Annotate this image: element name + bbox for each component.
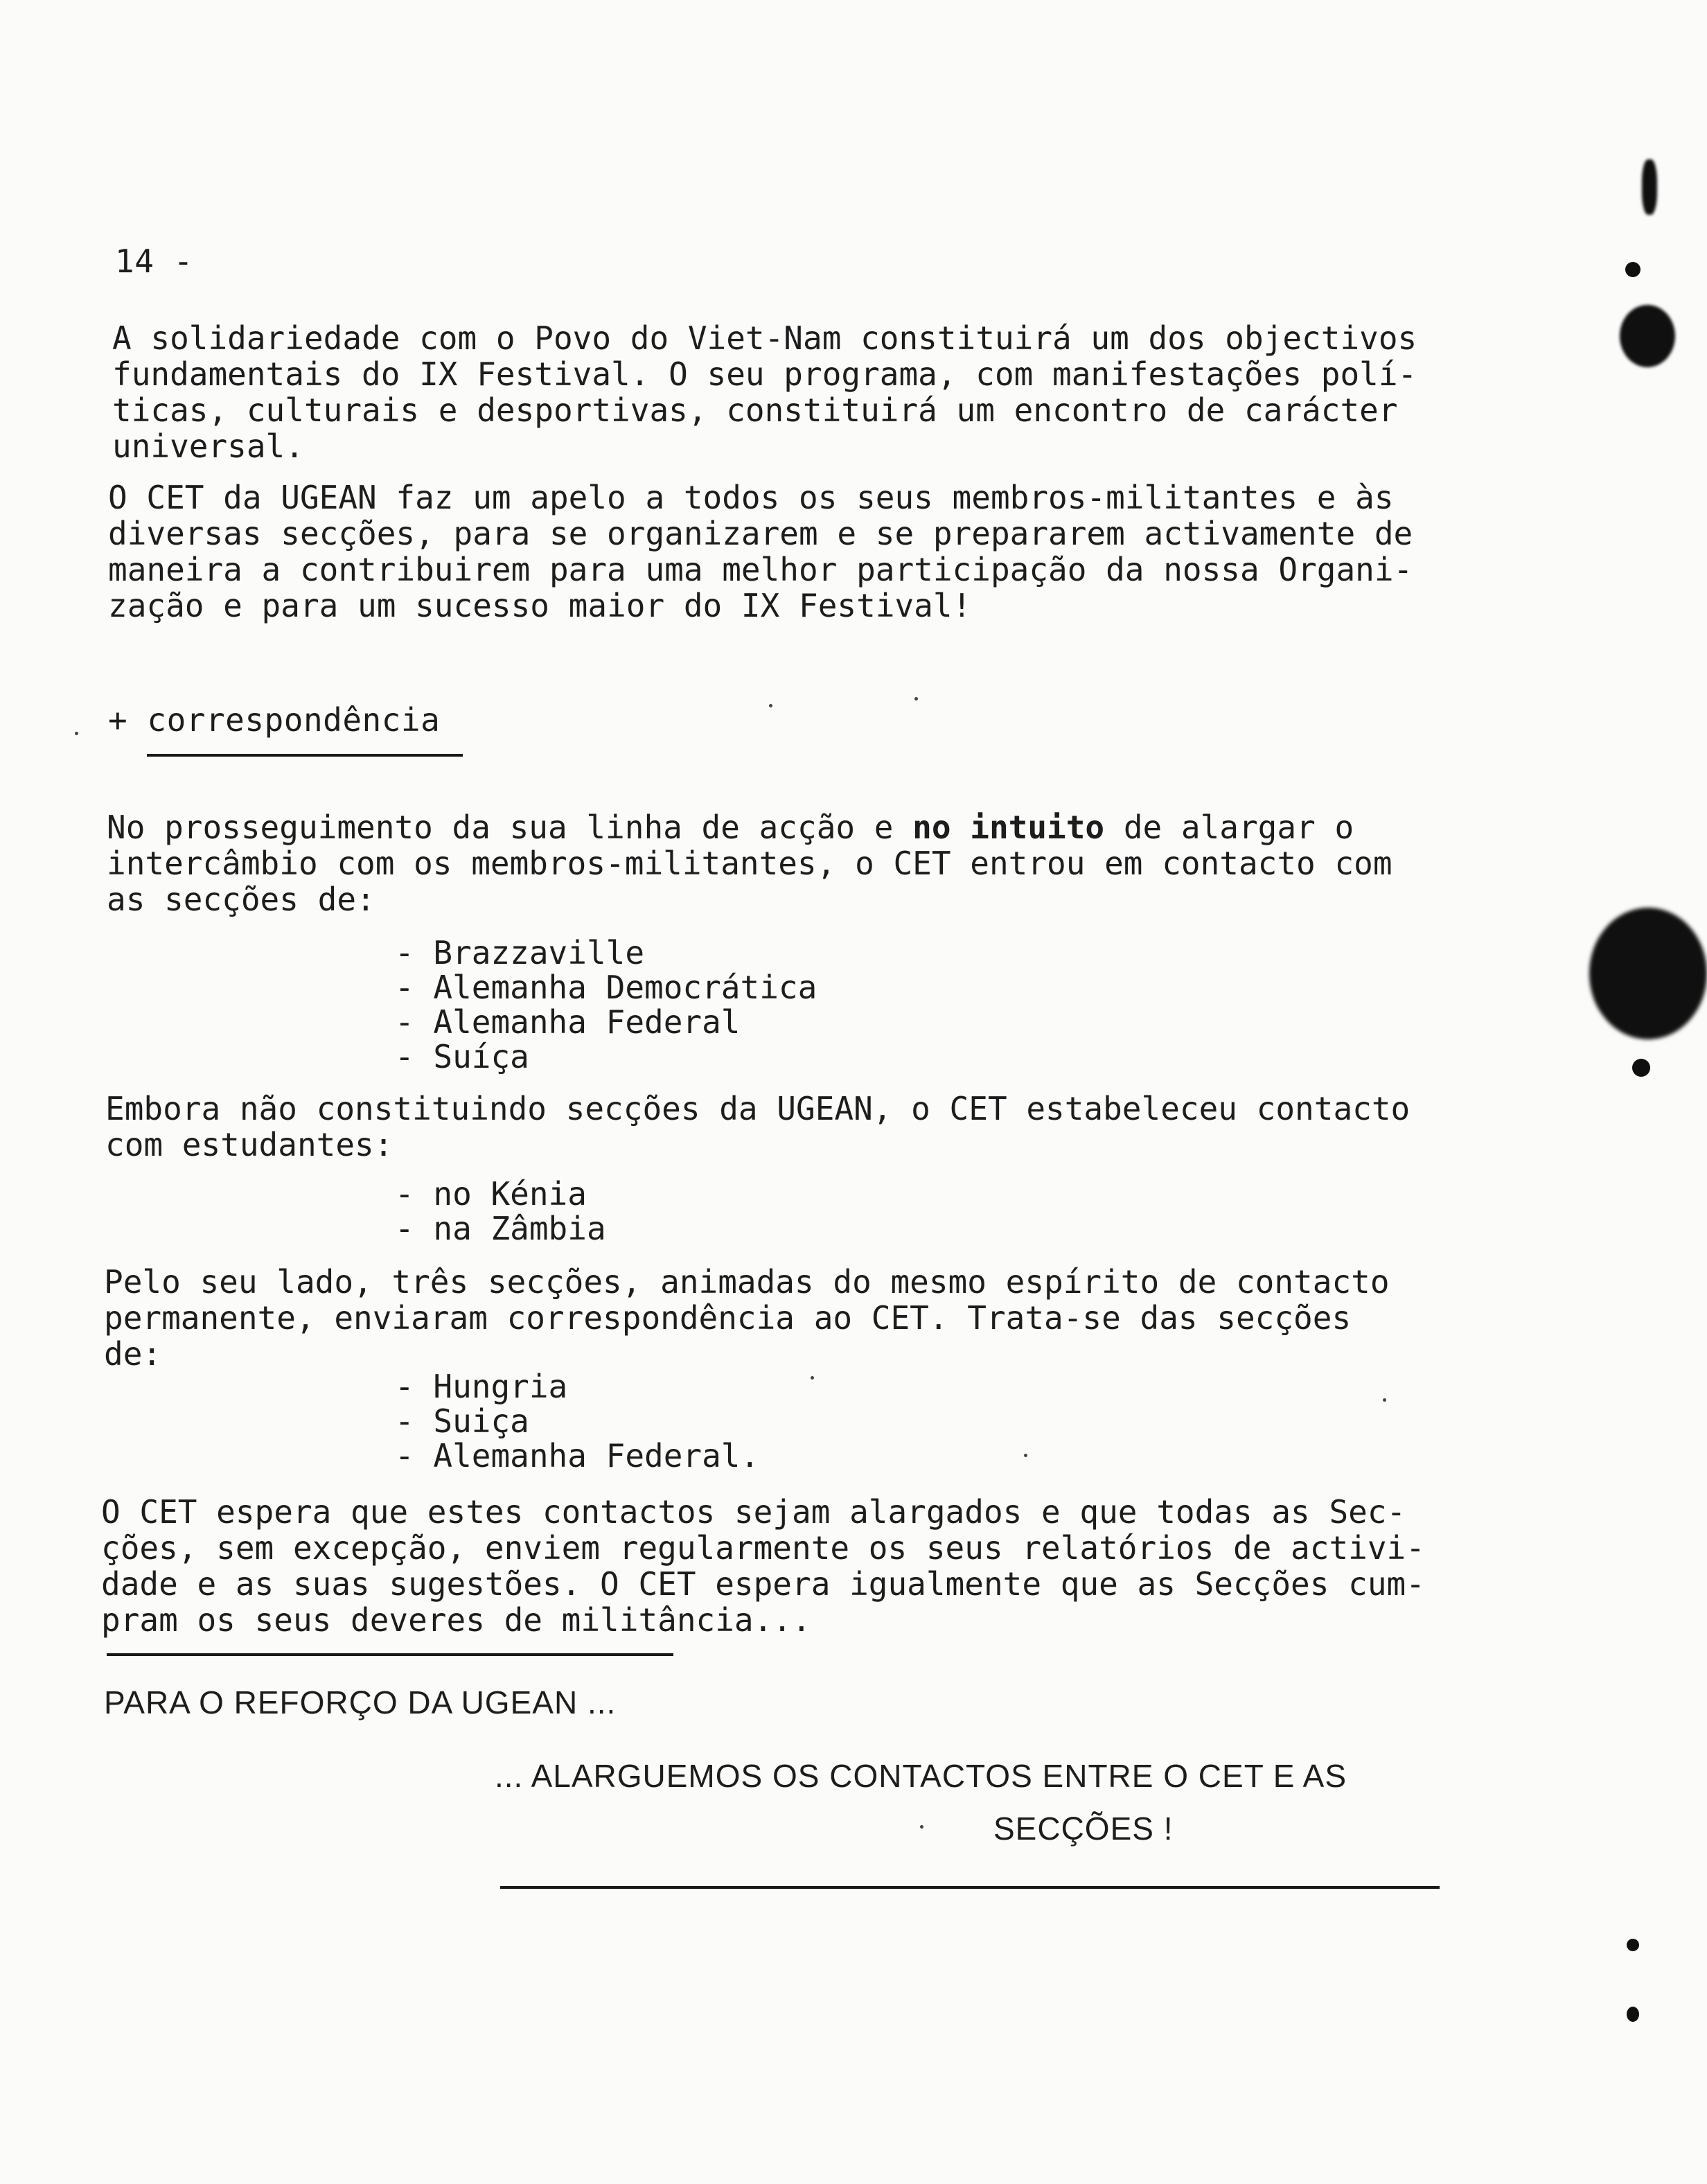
paragraph-line: dade e as suas sugestões. O CET espera igualmente que as Secções cum- <box>101 1565 1425 1603</box>
paragraph-correspondencia-recebida <box>104 1264 1531 1372</box>
paragraph-contacto-estudantes <box>105 1091 1532 1163</box>
slogan-line-3: SECÇÕES ! <box>993 1811 1174 1847</box>
punch-hole-mark <box>1620 305 1675 367</box>
section-heading-correspondencia: + correspondência <box>108 701 441 739</box>
paragraph-line: intercâmbio com os membros-militantes, o CET entrou em contacto com <box>107 845 1392 882</box>
page-number: 14 - <box>115 243 193 280</box>
paragraph-line: maneira a contribuirem para uma melhor participação da nossa Organi- <box>108 551 1413 588</box>
paragraph-festival <box>112 320 1539 464</box>
list-item: - no Kénia <box>395 1175 587 1213</box>
paragraph-line: fundamentais do IX Festival. O seu programa, com manifestações polí- <box>112 355 1417 393</box>
paragraph-line: permanente, enviaram correspondência ao CET. Trata-se das secções <box>104 1299 1352 1337</box>
paragraph-line: Pelo seu lado, três secções, animadas do mesmo espírito de contacto <box>104 1263 1390 1301</box>
paragraph-line: as secções de: <box>107 881 375 918</box>
heading-underline <box>147 754 463 757</box>
paragraph-line: O CET espera que estes contactos sejam alargados e que todas as Sec- <box>101 1493 1406 1531</box>
paragraph-line: ções, sem excepção, enviem regularmente os seus relatórios de activi- <box>101 1529 1425 1567</box>
dust-speck <box>914 697 918 701</box>
paragraph-line: A solidariedade com o Povo do Viet-Nam constituirá um dos objectivos <box>112 319 1417 357</box>
section-divider <box>107 1653 673 1656</box>
list-item: - Alemanha Federal. <box>395 1437 760 1474</box>
paragraph-line: diversas secções, para se organizarem e se prepararem activamente de <box>108 515 1413 552</box>
punch-hole-mark <box>1632 1059 1650 1077</box>
list-seccoes-correspondencia <box>395 1369 759 1473</box>
paragraph-apelo <box>108 479 1535 624</box>
list-estudantes <box>395 1177 606 1246</box>
paragraph-line: ticas, culturais e desportivas, constituirá um encontro de carácter <box>112 391 1398 429</box>
list-item: - Suiça <box>395 1402 529 1440</box>
punch-hole-mark <box>1625 262 1640 277</box>
paragraph-line: pram os seus deveres de militância... <box>101 1601 811 1639</box>
paragraph-line: de: <box>104 1335 162 1373</box>
paragraph-line: Embora não constituindo secções da UGEAN, o CET estabeleceu contacto <box>105 1090 1410 1127</box>
list-item: - Suíça <box>395 1038 529 1075</box>
paragraph-line: com estudantes: <box>105 1126 393 1163</box>
punch-hole-mark <box>1589 908 1707 1039</box>
paragraph-contacto-seccoes <box>107 809 1534 917</box>
slogan-line-1: PARA O REFORÇO DA UGEAN ... <box>104 1684 617 1720</box>
dust-speck <box>1383 1398 1386 1402</box>
punch-hole-mark <box>1627 2007 1639 2022</box>
paragraph-line: O CET da UGEAN faz um apelo a todos os seus membros-militantes e às <box>108 479 1394 516</box>
list-item: - Alemanha Federal <box>395 1003 741 1041</box>
list-item: - Hungria <box>395 1368 568 1405</box>
dust-speck <box>811 1376 814 1380</box>
closing-rule <box>500 1886 1440 1889</box>
dust-speck <box>1024 1454 1027 1457</box>
punch-hole-mark <box>1627 1939 1639 1951</box>
paragraph-line: universal. <box>112 428 304 465</box>
slogan-line-2: ... ALARGUEMOS OS CONTACTOS ENTRE O CET E AS <box>495 1758 1347 1794</box>
paragraph-line: zação e para um sucesso maior do IX Festival! <box>108 587 972 624</box>
emphasis-text: no intuito <box>912 809 1105 846</box>
dust-speck <box>769 704 772 707</box>
dust-speck <box>75 732 78 735</box>
dust-speck <box>920 1825 923 1829</box>
paragraph-conclusao <box>101 1494 1528 1638</box>
list-item: - Brazzaville <box>395 934 645 971</box>
list-seccoes-contactadas <box>395 935 817 1074</box>
list-item: - Alemanha Democrática <box>395 969 817 1006</box>
list-item: - na Zâmbia <box>395 1210 606 1247</box>
paragraph-line: No prosseguimento da sua linha de acção e no intuito de alargar o <box>107 809 1354 846</box>
ink-smudge <box>1642 159 1657 215</box>
